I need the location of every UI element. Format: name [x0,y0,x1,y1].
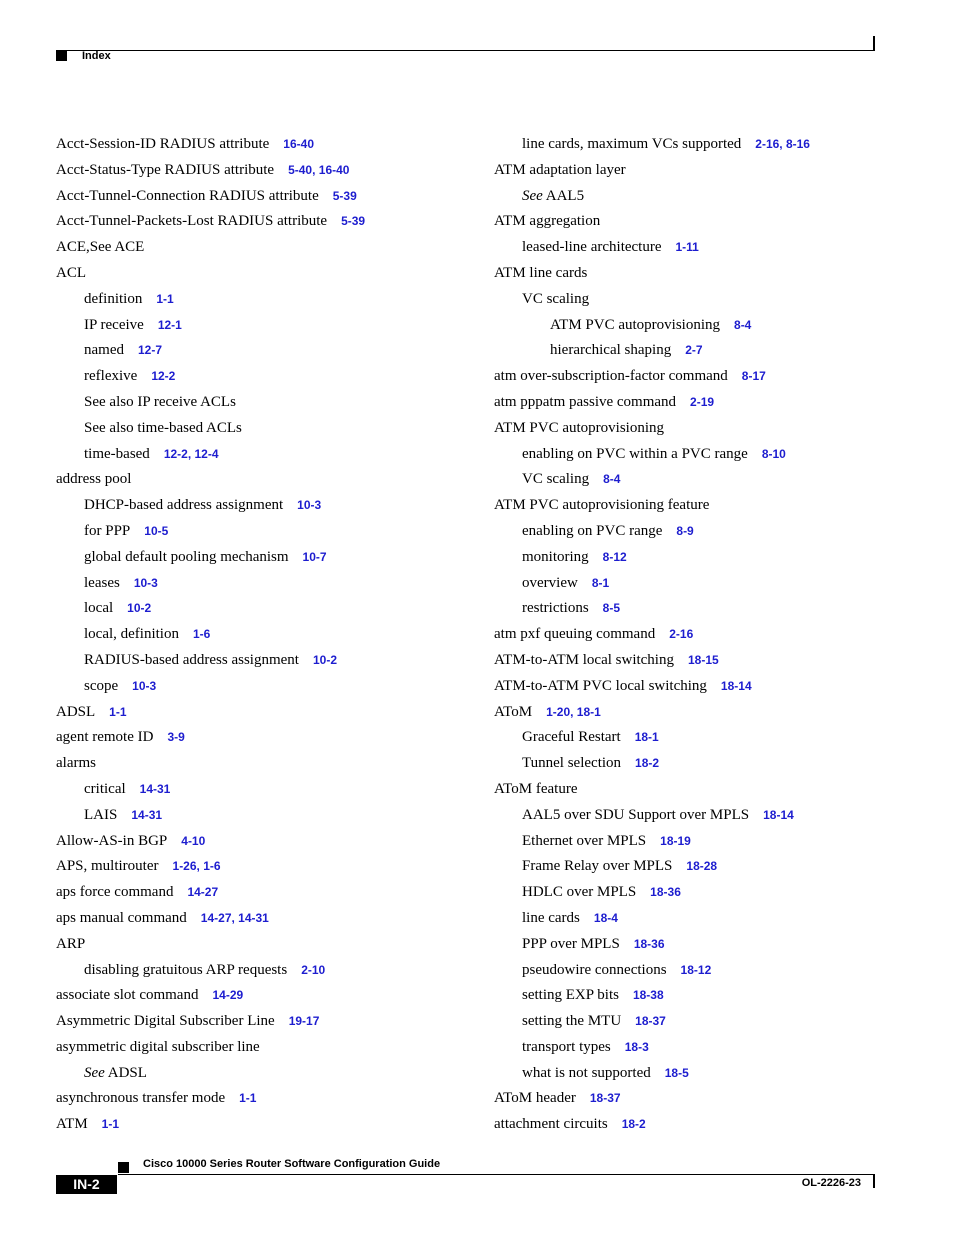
header-section-label: Index [82,50,111,62]
index-term: atm pppatm passive command [494,393,677,410]
index-entry [56,184,496,210]
index-entry [56,287,496,313]
index-entry [56,880,496,906]
index-entry [494,493,934,519]
page-reference-link[interactable]: 5-39 [332,188,357,203]
index-term: PPP over MPLS [522,935,620,952]
page-reference-link[interactable]: 18-36 [633,936,665,951]
page-reference-link[interactable]: 8-4 [734,317,752,332]
index-term: Graceful Restart [522,729,621,746]
page-reference-link[interactable]: 10-3 [132,678,157,693]
index-entry [56,364,496,390]
index-term: LAIS [84,806,118,823]
index-term: atm over-subscription-factor command [494,368,728,385]
page-reference-link[interactable]: 8-1 [591,575,610,590]
index-term: atm pxf queuing command [494,626,656,643]
page-reference-link[interactable]: 8-5 [602,601,620,616]
footer-square-marker [118,1162,129,1173]
index-term: time-based [84,445,150,462]
page-reference-link[interactable]: 8-17 [741,369,766,384]
index-term: ATM adaptation layer [494,161,626,178]
page-reference-link[interactable]: 2-7 [685,343,703,358]
index-term: VC scaling [522,471,590,488]
index-entry [56,1061,496,1087]
index-term: APS, multirouter [56,858,159,875]
index-entry [494,906,934,932]
index-term: ACL [56,264,86,281]
index-term: IP receive [84,316,144,333]
index-term: asynchronous transfer mode [56,1090,226,1107]
page-reference-link[interactable]: 1-6 [192,627,211,642]
page-reference-link[interactable]: 2-16, 8-16 [755,137,810,151]
index-entry [56,596,496,622]
page-reference-link[interactable]: 10-7 [302,549,327,564]
index-term: ADSL [107,1064,147,1081]
index-entry [494,725,934,751]
page-reference-link[interactable]: 8-4 [603,472,621,487]
index-term: Ethernet over MPLS [522,832,647,849]
index-entry [494,209,934,235]
index-entry [56,571,496,597]
index-term: pseudowire connections [522,961,667,978]
index-entry [56,1086,496,1112]
header-rule [56,50,874,51]
index-entry [56,416,496,442]
index-column-left [56,132,496,1138]
index-entry [56,467,496,493]
index-term: Acct-Tunnel-Packets-Lost RADIUS attribute [56,213,328,230]
page-reference-link[interactable]: 1-11 [675,240,699,255]
index-entry [56,1035,496,1061]
index-term: address pool [56,471,132,488]
page-reference-link[interactable]: 10-2 [312,652,337,667]
index-entry [494,571,934,597]
index-entry [494,416,934,442]
index-entry [56,442,496,468]
page-reference-link[interactable]: 18-5 [664,1065,689,1080]
page-reference-link[interactable]: 18-37 [635,1014,666,1029]
page-reference-link[interactable]: 18-2 [635,756,660,771]
index-entry [56,132,496,158]
index-term: enabling on PVC range [522,522,663,539]
index-term: alarms [56,755,96,772]
index-entry [56,854,496,880]
page-reference-link[interactable]: 5-39 [341,214,366,229]
index-term: leased-line architecture [522,239,662,256]
index-term: definition [84,290,143,307]
index-entry [494,596,934,622]
index-entry [494,545,934,571]
index-entry [494,674,934,700]
index-term: Tunnel selection [522,755,622,772]
index-entry [56,545,496,571]
index-entry [56,235,496,261]
page-reference-link[interactable]: 18-19 [660,833,691,848]
page-reference-link[interactable]: 2-19 [690,394,715,409]
footer-doc-number: OL-2226-23 [801,1177,861,1189]
index-entry [494,158,934,184]
page-reference-link[interactable]: 18-28 [686,859,718,874]
index-entry [494,751,934,777]
index-term: transport types [522,1038,611,1055]
page-reference-link[interactable]: 14-31 [131,807,163,822]
index-entry [56,390,496,416]
page-reference-link[interactable]: 1-1 [101,1117,120,1132]
index-entry [494,338,934,364]
index-entry [56,261,496,287]
page-reference-link[interactable]: 5-40, 16-40 [288,162,350,177]
index-entry [56,1112,496,1138]
index-term: AToM feature [494,780,578,797]
index-term: leases [84,574,120,591]
index-entry [494,235,934,261]
header-tick [873,36,875,51]
index-term: See also time-based ACLs [84,419,242,436]
index-term: overview [522,574,578,591]
index-entry [56,338,496,364]
footer-tick [873,1174,875,1188]
page-reference-link[interactable]: 18-2 [621,1117,646,1132]
page-reference-link[interactable]: 1-26, 1-6 [172,859,221,874]
footer-page-number: IN-2 [56,1175,117,1194]
index-term: named [84,342,124,359]
page-reference-link[interactable]: 12-7 [137,343,163,358]
index-term: ATM [56,1116,88,1133]
index-entry [494,184,934,210]
index-term: hierarchical shaping [550,342,672,359]
index-entry [494,261,934,287]
index-term: enabling on PVC within a PVC range [522,445,748,462]
index-term: restrictions [522,600,589,617]
index-term: AToM header [494,1090,576,1107]
page-reference-link[interactable]: 8-10 [761,446,786,461]
index-entry [494,829,934,855]
index-entry [494,1009,934,1035]
index-entry [494,1112,934,1138]
index-entry [494,854,934,880]
see-reference: See [522,187,543,204]
page-reference-link[interactable]: 18-38 [632,988,664,1003]
index-entry [56,958,496,984]
page-reference-link[interactable]: 18-15 [687,652,719,667]
page-reference-link[interactable]: 18-3 [624,1039,649,1054]
index-entry [56,829,496,855]
index-term: HDLC over MPLS [522,884,637,901]
index-term: AToM [494,703,533,720]
header-square-marker [56,50,67,61]
index-term: AAL5 [545,187,585,204]
page-reference-link[interactable]: 10-3 [133,575,158,590]
index-term: line cards, maximum VCs supported [522,136,742,152]
index-entry [494,1061,934,1087]
index-term: Asymmetric Digital Subscriber Line [56,1013,275,1030]
page-reference-link[interactable]: 12-2, 12-4 [163,446,219,461]
page-reference-link[interactable]: 19-17 [288,1014,320,1029]
index-term: asymmetric digital subscriber line [56,1038,260,1055]
index-entry [494,777,934,803]
index-entry [56,932,496,958]
index-entry [494,880,934,906]
index-entry [56,725,496,751]
page-reference-link[interactable]: 12-1 [157,317,182,332]
page-reference-link[interactable]: 2-16 [669,627,694,642]
page-reference-link[interactable]: 12-2 [151,369,176,384]
page-reference-link[interactable]: 18-14 [720,678,752,693]
index-term: for PPP [84,522,131,539]
index-term: aps force command [56,884,174,901]
index-entry [56,209,496,235]
index-entry [56,906,496,932]
index-term: Acct-Tunnel-Connection RADIUS attribute [56,187,319,204]
index-entry [56,493,496,519]
page-reference-link[interactable]: 18-36 [650,885,681,900]
index-entry [56,313,496,339]
page-reference-link[interactable]: 14-29 [212,988,244,1003]
index-entry [494,932,934,958]
index-term: ATM aggregation [494,213,601,230]
index-entry [56,1009,496,1035]
index-term: Frame Relay over MPLS [522,858,673,875]
page-reference-link[interactable]: 18-14 [763,807,794,822]
index-entry [494,287,934,313]
index-entry [56,777,496,803]
index-entry [56,803,496,829]
index-entry [494,700,934,726]
index-term: global default pooling mechanism [84,548,289,565]
index-term: local, definition [84,626,179,643]
index-term: ATM PVC autoprovisioning feature [494,497,710,514]
page-reference-link[interactable]: 4-10 [181,833,206,848]
index-term: line cards [522,909,580,926]
index-term: setting EXP bits [522,987,619,1004]
index-term: Allow-AS-in BGP [56,832,168,849]
index-term: scope [84,677,119,694]
page-reference-link[interactable]: 8-9 [676,523,694,538]
index-term: agent remote ID [56,729,154,746]
index-term: See also IP receive ACLs [84,393,236,410]
page-reference-link[interactable]: 1-1 [156,291,174,306]
page-reference-link[interactable]: 18-4 [593,910,618,925]
index-term: ACE,See ACE [56,239,145,256]
index-entry [494,983,934,1009]
page-reference-link[interactable]: 2-10 [301,962,326,977]
index-term: associate slot command [56,987,199,1004]
index-term: attachment circuits [494,1116,608,1133]
page-reference-link[interactable]: 1-20, 18-1 [546,704,601,719]
index-entry [494,442,934,468]
index-entry [494,958,934,984]
index-entry [56,700,496,726]
index-term: critical [84,780,126,797]
index-entry [56,158,496,184]
index-term: disabling gratuitous ARP requests [84,961,288,978]
index-term: AAL5 over SDU Support over MPLS [522,806,750,823]
index-entry [494,1035,934,1061]
index-entry [494,803,934,829]
page-reference-link[interactable]: 18-37 [589,1091,621,1106]
index-entry [494,648,934,674]
index-term: ATM-to-ATM local switching [494,651,674,668]
page-reference-link[interactable]: 10-2 [127,601,152,616]
index-term: setting the MTU [522,1013,622,1030]
page-reference-link[interactable]: 14-27, 14-31 [200,910,269,925]
index-entry [494,364,934,390]
index-column-right [494,132,934,1138]
index-term: what is not supported [522,1064,651,1081]
index-entry [56,622,496,648]
index-entry [56,674,496,700]
index-term: RADIUS-based address assignment [84,651,299,668]
page-reference-link[interactable]: 16-40 [283,137,314,151]
index-term: reflexive [84,368,138,385]
index-entry [56,648,496,674]
page-reference-link[interactable]: 18-12 [680,962,712,977]
index-entry [494,1086,934,1112]
page-reference-link[interactable]: 10-5 [144,523,169,538]
page-reference-link[interactable]: 14-31 [139,781,171,796]
index-entry [494,132,934,158]
index-term: aps manual command [56,909,187,926]
page-reference-link[interactable]: 1-1 [109,704,127,719]
index-term: VC scaling [522,290,590,307]
index-term: ARP [56,935,86,952]
index-term: Acct-Session-ID RADIUS attribute [56,136,270,152]
footer-rule [118,1174,875,1175]
index-term: local [84,600,114,617]
index-entry [56,983,496,1009]
index-term: ADSL [56,703,96,720]
index-entry [56,519,496,545]
footer-book-title: Cisco 10000 Series Router Software Configuration Guide [143,1158,441,1170]
page-reference-link[interactable]: 10-3 [297,498,322,513]
page-reference-link[interactable]: 8-12 [602,549,627,564]
index-entry [494,622,934,648]
index-term: Acct-Status-Type RADIUS attribute [56,161,275,178]
see-reference: See [84,1064,105,1081]
page-reference-link[interactable]: 14-27 [187,885,219,900]
index-entry [494,390,934,416]
index-term: ATM PVC autoprovisioning [494,419,665,436]
index-term: ATM-to-ATM PVC local switching [494,677,707,694]
index-entry [494,519,934,545]
index-term: ATM PVC autoprovisioning [550,316,721,333]
page-reference-link[interactable]: 3-9 [167,730,185,745]
index-entry [56,751,496,777]
index-term: DHCP-based address assignment [84,497,284,514]
index-entry [494,313,934,339]
index-term: ATM line cards [494,264,588,281]
index-entry [494,467,934,493]
page-reference-link[interactable]: 18-1 [634,730,659,745]
index-term: monitoring [522,548,589,565]
page-reference-link[interactable]: 1-1 [239,1091,257,1106]
